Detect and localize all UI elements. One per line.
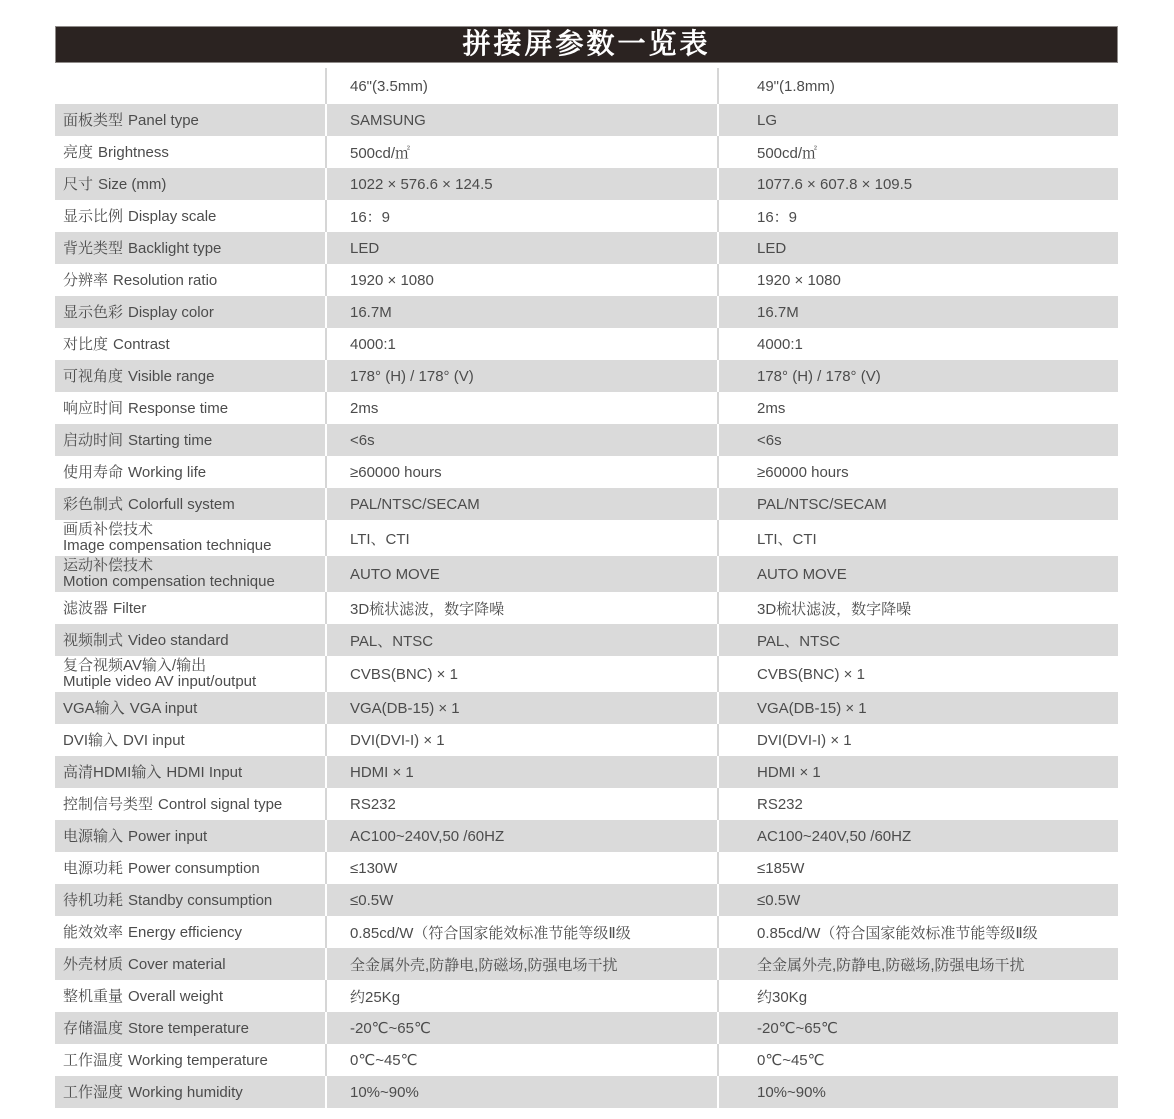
param-label-en: Colorfull system [128, 495, 235, 513]
param-label-cn: 尺寸 [63, 175, 94, 193]
param-label-en: Starting time [128, 431, 213, 449]
spec-row [55, 488, 1118, 520]
value-col-46: 4000:1 [325, 328, 717, 360]
spec-row [55, 104, 1118, 136]
value-col-46: 16：9 [325, 200, 717, 232]
param-label [55, 884, 325, 916]
param-label-cn: 亮度 [63, 143, 94, 161]
param-label [55, 1044, 325, 1076]
param-label-cn: 工作湿度 [63, 1083, 124, 1101]
value-col-49: DVI(DVI-I) × 1 [717, 724, 1118, 756]
param-label-cn: 能效效率 [63, 923, 124, 941]
value-col-49: 178° (H) / 178° (V) [717, 360, 1118, 392]
value-col-49: ≤185W [717, 852, 1118, 884]
value-col-49: ≥60000 hours [717, 456, 1118, 488]
param-label [55, 360, 325, 392]
param-label-en: Display scale [128, 207, 217, 225]
param-label-cn: 显示色彩 [63, 303, 124, 321]
value-col-46: DVI(DVI-I) × 1 [325, 724, 717, 756]
column-header-empty [55, 68, 325, 104]
value-col-49: ≤0.5W [717, 884, 1118, 916]
param-label-cn: 对比度 [63, 335, 109, 353]
value-col-46: 2ms [325, 392, 717, 424]
param-label-en: Backlight type [128, 239, 222, 257]
value-col-46: 全金属外壳,防静电,防磁场,防强电场干扰 [325, 948, 717, 980]
spec-row [55, 168, 1118, 200]
param-label [55, 200, 325, 232]
param-label-en: Contrast [113, 335, 170, 353]
param-label-cn: 响应时间 [63, 399, 124, 417]
param-label-en: Brightness [98, 143, 169, 161]
param-label-en: Working life [128, 463, 207, 481]
param-label-en: Working temperature [128, 1051, 268, 1069]
value-col-49: HDMI × 1 [717, 756, 1118, 788]
param-label-en: Response time [128, 399, 229, 417]
param-label [55, 948, 325, 980]
value-col-46: 约25Kg [325, 980, 717, 1012]
param-label-cn: 外壳材质 [63, 955, 124, 973]
spec-sheet [55, 26, 1118, 1108]
value-col-49: 500cd/㎡ [717, 136, 1118, 168]
param-label-cn: 电源输入 [63, 827, 124, 845]
spec-row [55, 136, 1118, 168]
spec-row [55, 1012, 1118, 1044]
param-label [55, 624, 325, 656]
value-col-46: ≥60000 hours [325, 456, 717, 488]
param-label [55, 724, 325, 756]
param-label-en: Panel type [128, 111, 199, 129]
param-label-en: Store temperature [128, 1019, 249, 1037]
value-col-49: 16：9 [717, 200, 1118, 232]
param-label [55, 168, 325, 200]
value-col-49: LED [717, 232, 1118, 264]
param-label [55, 264, 325, 296]
spec-row [55, 264, 1118, 296]
param-label-en: Working humidity [128, 1083, 243, 1101]
spec-row [55, 456, 1118, 488]
value-col-46: 500cd/㎡ [325, 136, 717, 168]
value-col-46: 10%~90% [325, 1076, 717, 1108]
param-label [55, 592, 325, 624]
param-label [55, 296, 325, 328]
value-col-49: 4000:1 [717, 328, 1118, 360]
value-col-46: ≤0.5W [325, 884, 717, 916]
value-col-49: LTI、CTI [717, 520, 1118, 556]
param-label [55, 1076, 325, 1108]
param-label-cn: 彩色制式 [63, 495, 124, 513]
param-label-cn: 使用寿命 [63, 463, 124, 481]
param-label-cn: 运动补偿技术 [63, 557, 154, 574]
param-label-cn: 面板类型 [63, 111, 124, 129]
value-col-49: <6s [717, 424, 1118, 456]
spec-row [55, 360, 1118, 392]
param-label-cn: 显示比例 [63, 207, 124, 225]
value-col-46: AC100~240V,50 /60HZ [325, 820, 717, 852]
spec-row [55, 980, 1118, 1012]
param-label [55, 916, 325, 948]
column-header-49: 49"(1.8mm) [717, 68, 1118, 104]
param-label [55, 980, 325, 1012]
param-label-cn: DVI输入 [63, 731, 119, 749]
param-label-en: Visible range [128, 367, 215, 385]
param-label [55, 424, 325, 456]
param-label [55, 136, 325, 168]
param-label [55, 328, 325, 360]
column-header-row [55, 68, 1118, 104]
spec-row [55, 884, 1118, 916]
spec-row [55, 656, 1118, 692]
column-header-46: 46"(3.5mm) [325, 68, 717, 104]
value-col-46: 3D梳状滤波，数字降噪 [325, 592, 717, 624]
spec-row [55, 820, 1118, 852]
value-col-46: PAL/NTSC/SECAM [325, 488, 717, 520]
value-col-49: 16.7M [717, 296, 1118, 328]
value-col-49: AC100~240V,50 /60HZ [717, 820, 1118, 852]
param-label-cn: VGA输入 [63, 699, 125, 717]
spec-row [55, 916, 1118, 948]
value-col-46: SAMSUNG [325, 104, 717, 136]
value-col-46: CVBS(BNC) × 1 [325, 656, 717, 692]
value-col-46: 1920 × 1080 [325, 264, 717, 296]
spec-row [55, 1044, 1118, 1076]
value-col-46: VGA(DB-15) × 1 [325, 692, 717, 724]
param-label-en: HDMI Input [166, 763, 243, 781]
value-col-46: 0.85cd/W（符合国家能效标准节能等级Ⅱ级 [325, 916, 717, 948]
param-label-en: Resolution ratio [113, 271, 218, 289]
page-title: 拼接屏参数一览表 [462, 27, 711, 59]
spec-row [55, 852, 1118, 884]
spec-row [55, 692, 1118, 724]
value-col-46: <6s [325, 424, 717, 456]
spec-row [55, 788, 1118, 820]
value-col-46: 16.7M [325, 296, 717, 328]
param-label-cn: 背光类型 [63, 239, 124, 257]
param-label [55, 488, 325, 520]
spec-row [55, 948, 1118, 980]
value-col-46: 178° (H) / 178° (V) [325, 360, 717, 392]
value-col-49: 3D梳状滤波，数字降噪 [717, 592, 1118, 624]
param-label-cn: 视频制式 [63, 631, 124, 649]
param-label-en: Motion compensation technique [63, 573, 275, 590]
spec-row [55, 556, 1118, 592]
param-label [55, 104, 325, 136]
param-label [55, 756, 325, 788]
param-label [55, 692, 325, 724]
spec-row [55, 296, 1118, 328]
param-label-cn: 高清HDMI输入 [63, 763, 162, 781]
value-col-49: 0.85cd/W（符合国家能效标准节能等级Ⅱ级 [717, 916, 1118, 948]
param-label-en: Mutiple video AV input/output [63, 673, 257, 690]
param-label [55, 392, 325, 424]
param-label-cn: 启动时间 [63, 431, 124, 449]
spec-row [55, 328, 1118, 360]
param-label [55, 788, 325, 820]
param-label-cn: 工作温度 [63, 1051, 124, 1069]
param-label-en: Control signal type [158, 795, 283, 813]
spec-row [55, 756, 1118, 788]
param-label-en: Overall weight [128, 987, 224, 1005]
value-col-49: PAL、NTSC [717, 624, 1118, 656]
value-col-46: LED [325, 232, 717, 264]
value-col-49: LG [717, 104, 1118, 136]
param-label-cn: 分辨率 [63, 271, 109, 289]
param-label-cn: 整机重量 [63, 987, 124, 1005]
value-col-46: -20℃~65℃ [325, 1012, 717, 1044]
param-label-cn: 可视角度 [63, 367, 124, 385]
value-col-46: ≤130W [325, 852, 717, 884]
param-label [55, 1012, 325, 1044]
value-col-46: AUTO MOVE [325, 556, 717, 592]
param-label [55, 656, 325, 692]
param-label-en: Standby consumption [128, 891, 273, 909]
spec-row [55, 624, 1118, 656]
spec-row [55, 424, 1118, 456]
value-col-49: PAL/NTSC/SECAM [717, 488, 1118, 520]
param-label-en: Energy efficiency [128, 923, 242, 941]
spec-row [55, 392, 1118, 424]
value-col-46: PAL、NTSC [325, 624, 717, 656]
param-label-cn: 待机功耗 [63, 891, 124, 909]
value-col-49: 1077.6 × 607.8 × 109.5 [717, 168, 1118, 200]
value-col-49: -20℃~65℃ [717, 1012, 1118, 1044]
param-label-cn: 电源功耗 [63, 859, 124, 877]
param-label [55, 852, 325, 884]
spec-row [55, 592, 1118, 624]
value-col-49: 10%~90% [717, 1076, 1118, 1108]
value-col-49: 约30Kg [717, 980, 1118, 1012]
value-col-46: RS232 [325, 788, 717, 820]
spec-row [55, 520, 1118, 556]
param-label [55, 456, 325, 488]
value-col-49: 全金属外壳,防静电,防磁场,防强电场干扰 [717, 948, 1118, 980]
spec-table [55, 68, 1118, 1108]
value-col-49: AUTO MOVE [717, 556, 1118, 592]
param-label-en: Filter [113, 599, 147, 617]
value-col-46: LTI、CTI [325, 520, 717, 556]
value-col-49: VGA(DB-15) × 1 [717, 692, 1118, 724]
param-label [55, 520, 325, 556]
param-label-en: Cover material [128, 955, 226, 973]
spec-row [55, 232, 1118, 264]
value-col-49: RS232 [717, 788, 1118, 820]
param-label-en: VGA input [129, 699, 198, 717]
value-col-46: HDMI × 1 [325, 756, 717, 788]
value-col-46: 1022 × 576.6 × 124.5 [325, 168, 717, 200]
param-label-en: DVI input [123, 731, 185, 749]
value-col-49: 1920 × 1080 [717, 264, 1118, 296]
param-label-en: Display color [128, 303, 214, 321]
spec-row [55, 200, 1118, 232]
param-label-en: Image compensation technique [63, 537, 272, 554]
param-label-cn: 存储温度 [63, 1019, 124, 1037]
title-bar [55, 26, 1118, 63]
param-label [55, 820, 325, 852]
param-label [55, 232, 325, 264]
spec-row [55, 724, 1118, 756]
param-label-cn: 控制信号类型 [63, 795, 154, 813]
param-label-cn: 滤波器 [63, 599, 109, 617]
spec-row [55, 1076, 1118, 1108]
value-col-49: 0℃~45℃ [717, 1044, 1118, 1076]
param-label [55, 556, 325, 592]
param-label-en: Power consumption [128, 859, 260, 877]
param-label-en: Size (mm) [98, 175, 167, 193]
param-label-en: Video standard [128, 631, 229, 649]
param-label-cn: 复合视频AV输入/输出 [63, 657, 207, 674]
value-col-49: CVBS(BNC) × 1 [717, 656, 1118, 692]
value-col-46: 0℃~45℃ [325, 1044, 717, 1076]
param-label-cn: 画质补偿技术 [63, 521, 154, 538]
param-label-en: Power input [128, 827, 208, 845]
value-col-49: 2ms [717, 392, 1118, 424]
